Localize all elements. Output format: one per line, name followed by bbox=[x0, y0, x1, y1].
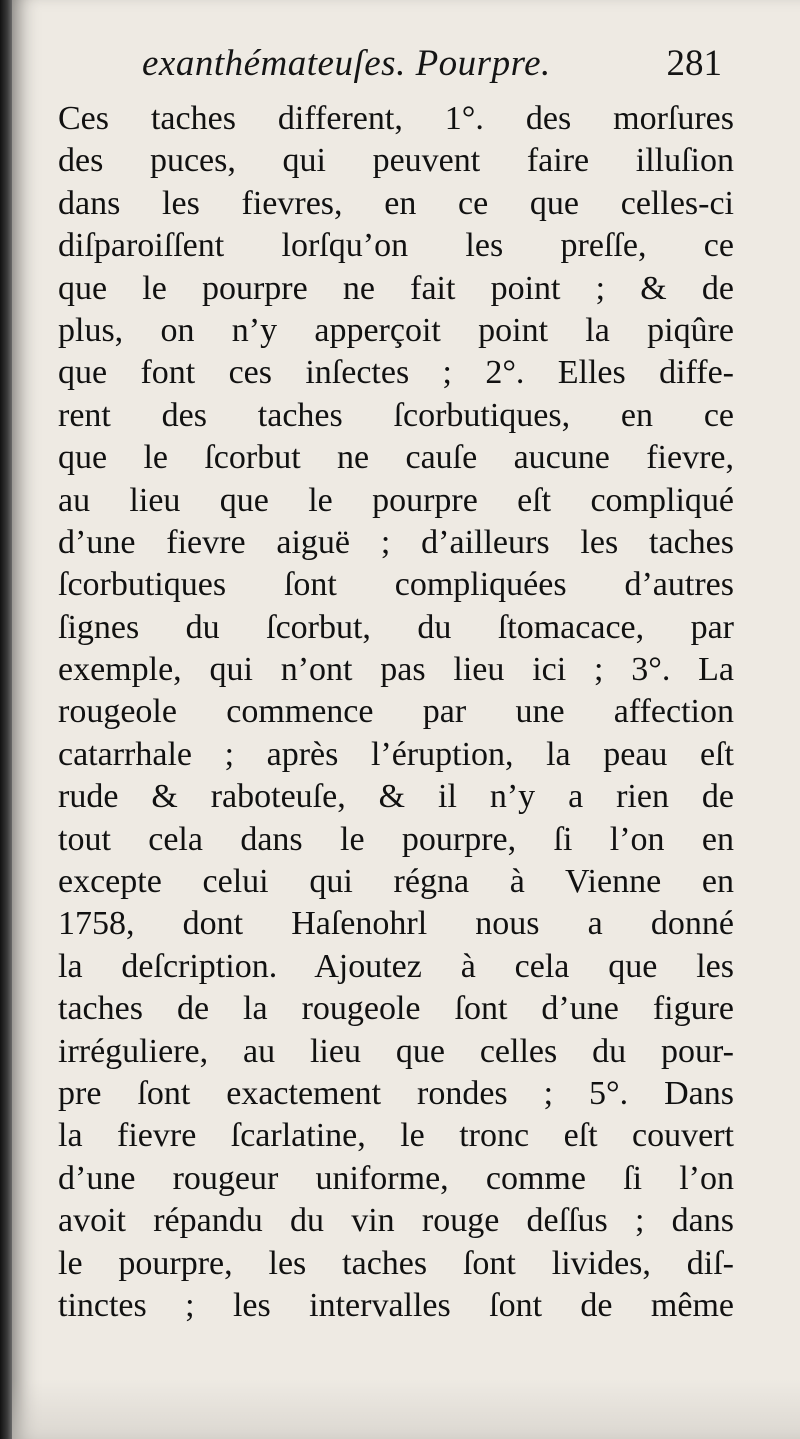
text-line: la deſcription. Ajoutez à cela que les bbox=[58, 947, 734, 985]
text-line: des puces, qui peuvent faire illuſion bbox=[58, 142, 734, 180]
text-line: la fievre ſcarlatine, le tronc eſt couvert bbox=[58, 1117, 734, 1155]
text-line: dans les fievres, en ce que celles-ci bbox=[58, 184, 734, 222]
running-title: exanthémateuſes. Pourpre. bbox=[142, 43, 551, 84]
text-line: pre ſont exactement rondes ; 5°. Dans bbox=[58, 1074, 734, 1112]
text-line: au lieu que le pourpre eſt compliqué bbox=[58, 481, 734, 519]
text-line: avoit répandu du vin rouge deſſus ; dans bbox=[58, 1202, 734, 1240]
text-line: le pourpre, les taches ſont livides, diſ- bbox=[58, 1244, 734, 1282]
page-header bbox=[142, 42, 722, 94]
text-line: Ces taches different, 1°. des morſures bbox=[58, 100, 734, 137]
text-line: excepte celui qui régna à Vienne en bbox=[58, 863, 734, 901]
page-number: 281 bbox=[666, 43, 722, 84]
text-line: rent des taches ſcorbutiques, en ce bbox=[58, 396, 734, 434]
page-bottom-shade bbox=[12, 1379, 800, 1439]
text-line: tout cela dans le pourpre, ſi l’on en bbox=[58, 820, 734, 858]
text-line: ſcorbutiques ſont compliquées d’autres bbox=[58, 566, 734, 604]
text-line: rougeole commence par une affection bbox=[58, 693, 734, 731]
text-line: que le ſcorbut ne cauſe aucune fievre, bbox=[58, 439, 734, 477]
text-line: irréguliere, au lieu que celles du pour- bbox=[58, 1032, 734, 1070]
text-line: exemple, qui n’ont pas lieu ici ; 3°. La bbox=[58, 651, 734, 689]
text-line: d’une rougeur uniforme, comme ſi l’on bbox=[58, 1159, 734, 1197]
text-line: tinctes ; les intervalles ſont de même bbox=[58, 1286, 734, 1324]
text-line: 1758, dont Haſenohrl nous a donné bbox=[58, 905, 734, 943]
text-line: rude & raboteuſe, & il n’y a rien de bbox=[58, 778, 734, 816]
text-line: plus, on n’y apperçoit point la piqûre bbox=[58, 311, 734, 349]
binding-shadow bbox=[0, 0, 12, 1439]
text-line: catarrhale ; après l’éruption, la peau eſt bbox=[58, 735, 734, 773]
body-text bbox=[58, 98, 734, 1327]
text-line: que le pourpre ne fait point ; & de bbox=[58, 269, 734, 307]
text-line: taches de la rougeole ſont d’une figure bbox=[58, 990, 734, 1028]
text-line: diſparoiſſent lorſqu’on les preſſe, ce bbox=[58, 227, 734, 265]
text-line: d’une fievre aiguë ; d’ailleurs les taches bbox=[58, 523, 734, 561]
text-line: que font ces inſectes ; 2°. Elles diffe- bbox=[58, 354, 734, 392]
text-line: ſignes du ſcorbut, du ſtomacace, par bbox=[58, 608, 734, 646]
